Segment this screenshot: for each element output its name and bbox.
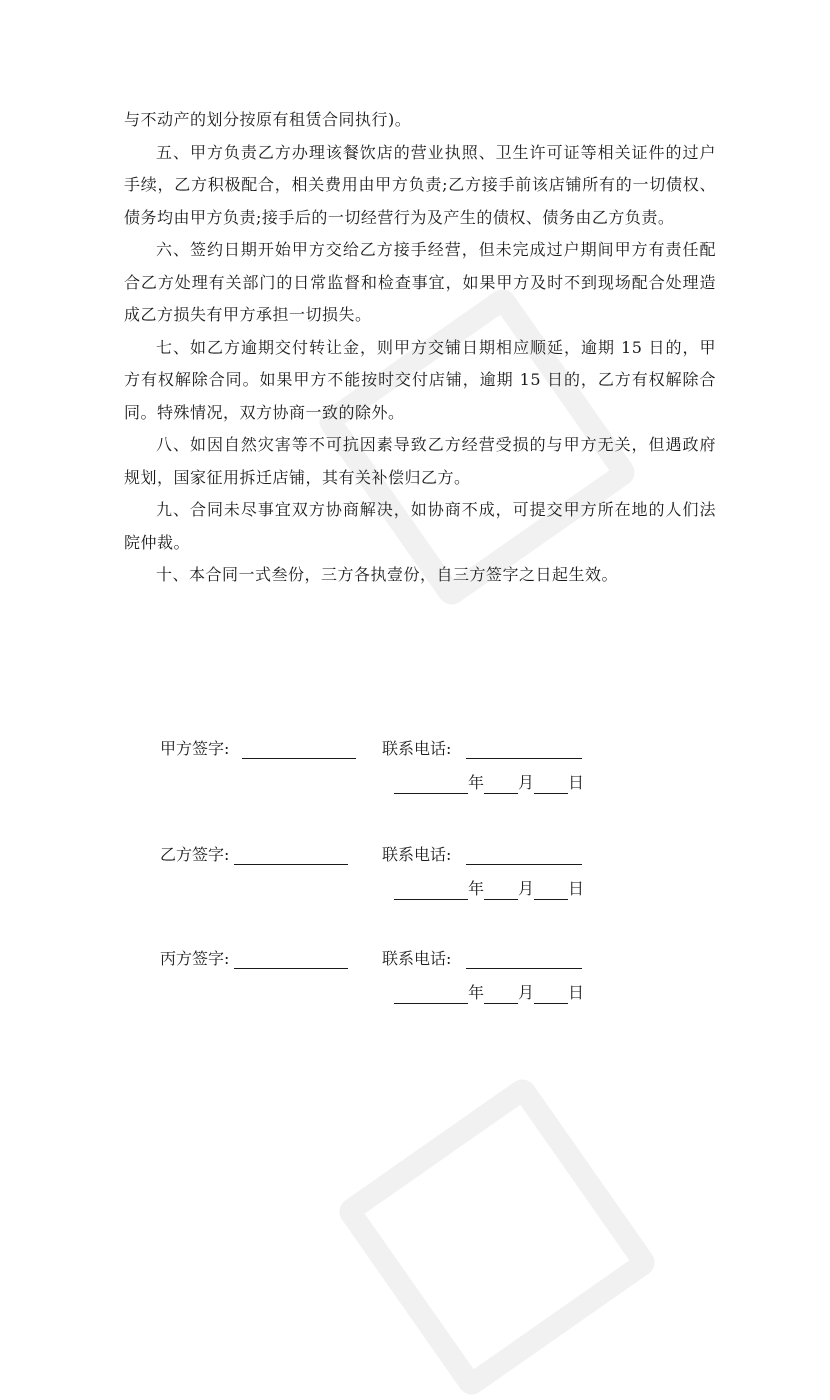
- month-blank[interactable]: [484, 881, 518, 900]
- party-c-phone-label: 联系电话:: [382, 949, 452, 968]
- paragraph: 与不动产的划分按原有租赁合同执行)。: [124, 110, 412, 129]
- month-label: 月: [518, 879, 535, 898]
- year-blank[interactable]: [394, 775, 468, 794]
- day-label: 日: [568, 983, 585, 1002]
- day-blank[interactable]: [534, 881, 568, 900]
- party-b-phone-label: 联系电话:: [382, 845, 452, 864]
- party-c-date-row: [394, 982, 584, 1004]
- year-blank[interactable]: [394, 985, 468, 1004]
- month-blank[interactable]: [484, 985, 518, 1004]
- month-label: 月: [518, 983, 535, 1002]
- year-label: 年: [468, 879, 485, 898]
- paragraph: 十、本合同一式叁份，三方各执壹份，自三方签字之日起生效。: [156, 565, 619, 584]
- party-a-signature-line[interactable]: [242, 758, 356, 759]
- party-c-signature-line[interactable]: [234, 968, 348, 969]
- contract-body: [124, 104, 716, 592]
- day-label: 日: [568, 773, 585, 792]
- day-blank[interactable]: [534, 985, 568, 1004]
- signature-block-party-b: [0, 844, 830, 924]
- watermark-stamp: [334, 1074, 660, 1400]
- year-label: 年: [468, 773, 485, 792]
- party-b-signature-label: 乙方签字:: [160, 845, 230, 864]
- paragraph: 五、甲方负责乙方办理该餐饮店的营业执照、卫生许可证等相关证件的过户手续，乙方积极配合，相关费用由甲方负责;乙方接手前该店铺所有的一切债权、债务均由甲方负责;接手后的一切经营行为及产生的债权、债务由乙方负责。: [124, 142, 716, 227]
- signature-block-party-a: [0, 738, 830, 818]
- party-b-signature-line[interactable]: [234, 864, 348, 865]
- day-blank[interactable]: [534, 775, 568, 794]
- party-a-signature-label: 甲方签字:: [160, 739, 230, 758]
- party-c-phone-line[interactable]: [466, 968, 582, 969]
- party-a-phone-line[interactable]: [466, 758, 582, 759]
- paragraph: 七、如乙方逾期交付转让金，则甲方交铺日期相应顺延，逾期 15 日的，甲方有权解除合同。如果甲方不能按时交付店铺，逾期 15 日的，乙方有权解除合同。特殊情况，双方协商一致的除外。: [124, 337, 716, 422]
- paragraph: 六、签约日期开始甲方交给乙方接手经营，但未完成过户期间甲方有责任配合乙方处理有关部门的日常监督和检查事宜，如果甲方及时不到现场配合处理造成乙方损失有甲方承担一切损失。: [124, 240, 716, 324]
- paragraph: 九、合同未尽事宜双方协商解决，如协商不成，可提交甲方所在地的人们法院仲裁。: [124, 500, 716, 552]
- party-c-signature-label: 丙方签字:: [160, 949, 230, 968]
- year-label: 年: [468, 983, 485, 1002]
- month-label: 月: [518, 773, 535, 792]
- party-a-phone-label: 联系电话:: [382, 739, 452, 758]
- month-blank[interactable]: [484, 775, 518, 794]
- day-label: 日: [568, 879, 585, 898]
- paragraph: 八、如因自然灾害等不可抗因素导致乙方经营受损的与甲方无关，但遇政府规划，国家征用拆迁店铺，其有关补偿归乙方。: [124, 435, 716, 487]
- party-b-date-row: [394, 878, 584, 900]
- year-blank[interactable]: [394, 881, 468, 900]
- party-a-date-row: [394, 772, 584, 794]
- signature-block-party-c: [0, 948, 830, 1028]
- party-b-phone-line[interactable]: [466, 864, 582, 865]
